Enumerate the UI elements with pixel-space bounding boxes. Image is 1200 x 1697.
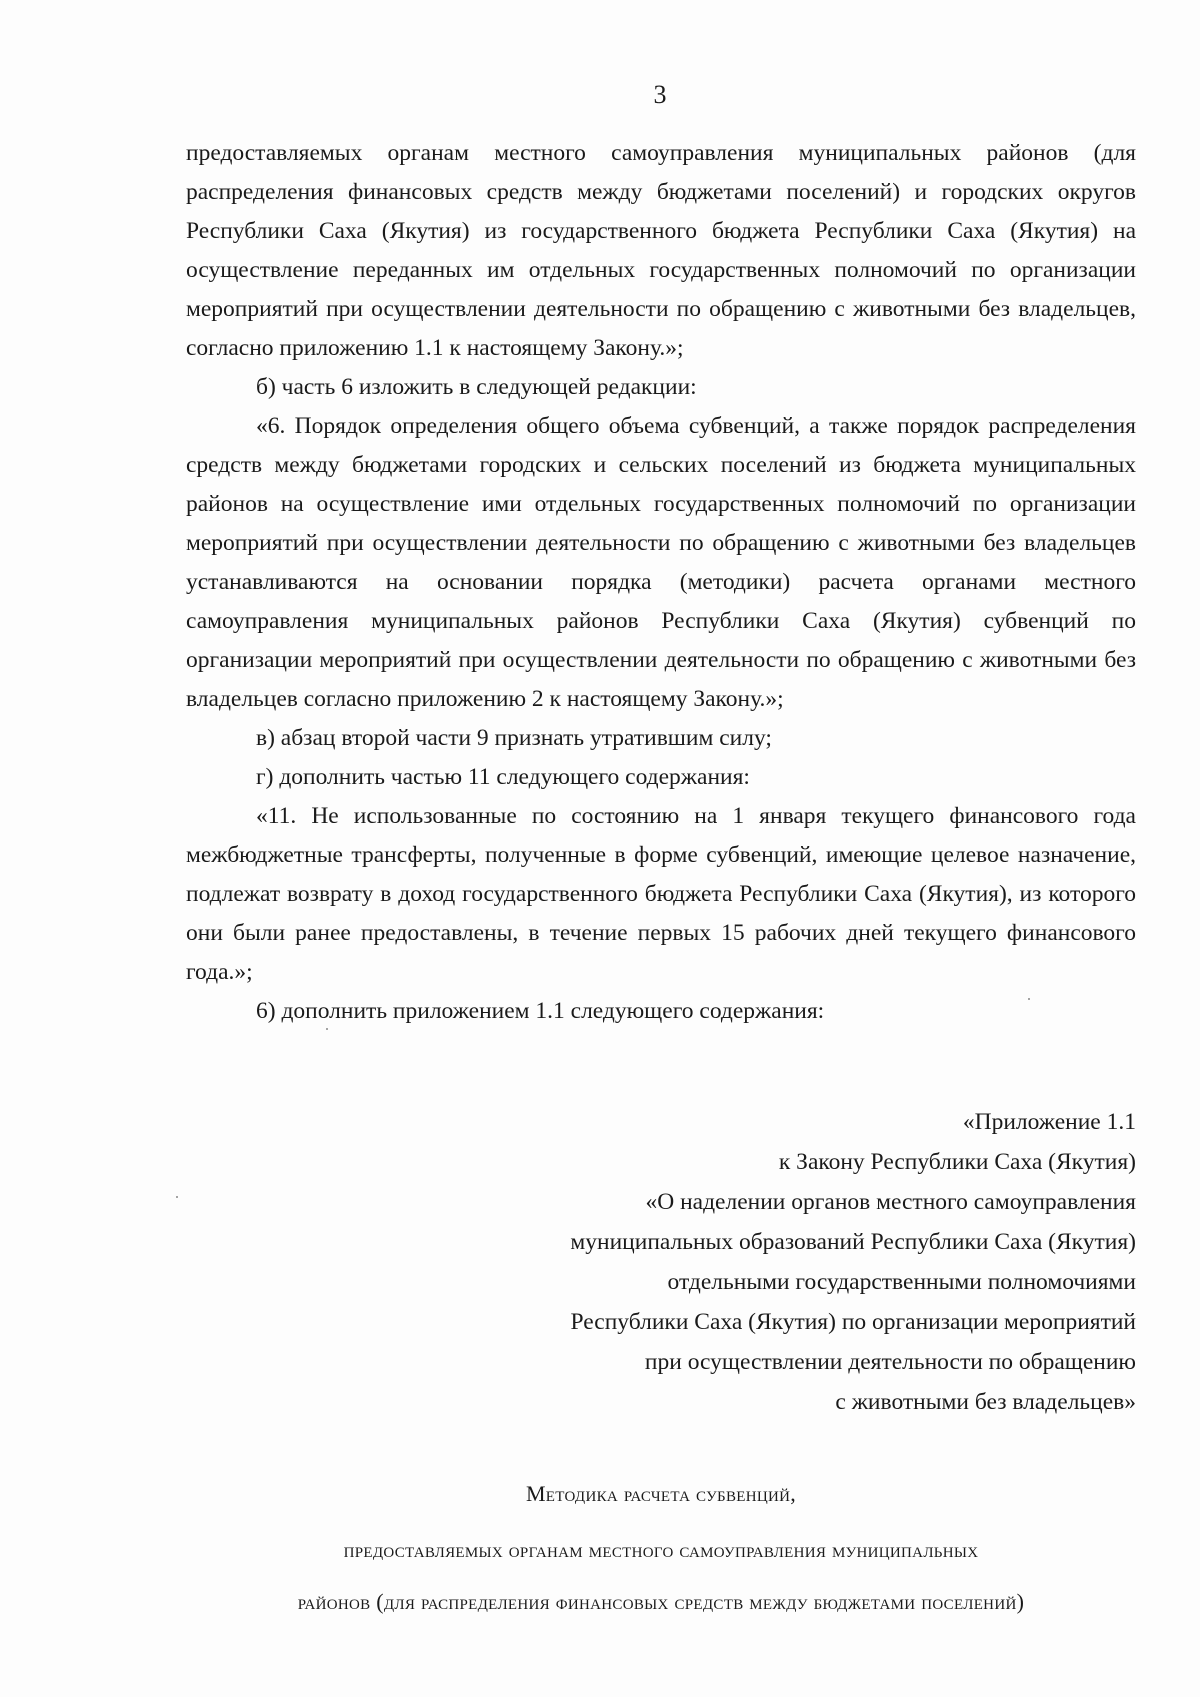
paragraph-subsidies-continuation: предоставляемых органам местного самоуправления муниципальных районов (для распределения финансовых средств между бюджетами поселений) и городских округов Республики Саха (Якутия) из государственного бюджета Республики Саха (Якутия) на осуществление переданных им отдельных государственных полномочий по организации мероприятий при осуществлении деятельности по обращению с животными без владельцев, согласно приложению 1.1 к настоящему Закону.»; bbox=[186, 140, 1136, 361]
paragraph-item-g: г) дополнить частью 11 следующего содержания: bbox=[256, 764, 750, 790]
appendix-line: Республики Саха (Якутия) по организации мероприятий bbox=[570, 1309, 1136, 1335]
scan-speck bbox=[1028, 998, 1030, 1000]
appendix-line: «О наделении органов местного самоуправления bbox=[645, 1189, 1136, 1215]
appendix-line: отдельными государственными полномочиями bbox=[667, 1269, 1136, 1295]
paragraph-part-11: «11. Не использованные по состоянию на 1 января текущего финансового года межбюджетные трансферты, полученные в форме субвенций, имеющие целевое назначение, подлежат возврату в доход государственного бюджета Республики Саха (Якутия), из которого они были ранее предоставлены, в течение первых 15 рабочих дней текущего финансового года.»; bbox=[186, 803, 1136, 985]
appendix-line: муниципальных образований Республики Саха (Якутия) bbox=[570, 1229, 1136, 1255]
scan-speck bbox=[176, 1196, 178, 1198]
appendix-line: при осуществлении деятельности по обращению bbox=[644, 1349, 1136, 1375]
paragraph-item-b: б) часть 6 изложить в следующей редакции: bbox=[256, 374, 697, 400]
appendix-line: к Закону Республики Саха (Якутия) bbox=[778, 1149, 1136, 1175]
methodology-subtitle-line-2: районов (для распределения финансовых средств между бюджетами поселений) bbox=[297, 1589, 1025, 1614]
paragraph-item-6: 6) дополнить приложением 1.1 следующего содержания: bbox=[256, 998, 825, 1024]
methodology-title: Методика расчета субвенций, bbox=[525, 1481, 797, 1506]
scan-speck bbox=[326, 1028, 328, 1030]
appendix-line: «Приложение 1.1 bbox=[962, 1109, 1136, 1135]
paragraph-part-6: «6. Порядок определения общего объема субвенций, а также порядок распределения средств между бюджетами городских и сельских поселений из бюджета муниципальных районов на осуществление ими отдельных государственных полномочий по организации мероприятий при осуществлении деятельности по обращению с животными без владельцев устанавливаются на основании порядка (методики) расчета органами местного самоуправления муниципальных районов Республики Саха (Якутия) субвенций по организации мероприятий при осуществлении деятельности по обращению с животными без владельцев согласно приложению 2 к настоящему Закону.»; bbox=[186, 413, 1136, 712]
appendix-line: с животными без владельцев» bbox=[835, 1389, 1136, 1415]
body-text bbox=[186, 134, 1136, 1031]
paragraph-item-v: в) абзац второй части 9 признать утратившим силу; bbox=[256, 725, 772, 751]
methodology-subtitle-line-1: предоставляемых органам местного самоуправления муниципальных bbox=[343, 1537, 979, 1562]
page-number: 3 bbox=[653, 80, 667, 109]
appendix-caption bbox=[516, 1102, 1136, 1422]
